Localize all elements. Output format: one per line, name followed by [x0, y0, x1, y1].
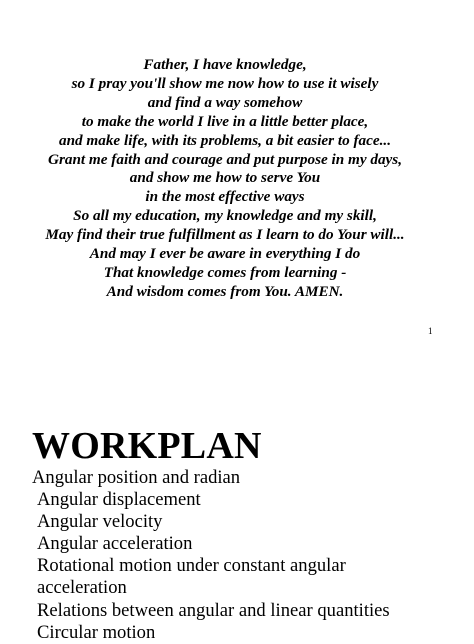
prayer-line: Grant me faith and courage and put purpose in my days, [48, 150, 402, 168]
workplan-item: Angular velocity [37, 511, 163, 533]
prayer-line: to make the world I live in a little better place, [81, 112, 369, 130]
prayer-line: and show me how to serve You [129, 169, 321, 187]
prayer-line: and find a way somehow [147, 93, 303, 111]
prayer-line: in the most effective ways [145, 188, 305, 206]
workplan-item: Angular position and radian [32, 467, 241, 488]
page-number: 1 [428, 326, 433, 336]
workplan-title: WORKPLAN [32, 425, 262, 467]
workplan-item: Angular acceleration [37, 533, 193, 555]
workplan-item: Relations between angular and linear quantities [37, 599, 390, 621]
prayer-line: May find their true fulfillment as I learn to do Your will... [45, 226, 405, 244]
prayer-line: And may I ever be aware in everything I do [89, 245, 361, 263]
workplan-item: Rotational motion under constant angular acceleration [37, 555, 346, 599]
prayer-line: and make life, with its problems, a bit easier to face... [59, 131, 391, 149]
prayer-line: so I pray you'll show me now how to use it wisely [71, 74, 379, 92]
prayer-line: So all my education, my knowledge and my skill, [73, 207, 377, 225]
workplan-list [32, 467, 432, 644]
workplan-item: Angular displacement [37, 489, 201, 511]
prayer-line: That knowledge comes from learning - [103, 263, 347, 281]
prayer-line: Father, I have knowledge, [143, 56, 307, 73]
prayer-text [0, 56, 450, 302]
workplan-item: Circular motion [37, 621, 156, 643]
prayer-line: And wisdom comes from You. AMEN. [106, 282, 344, 300]
